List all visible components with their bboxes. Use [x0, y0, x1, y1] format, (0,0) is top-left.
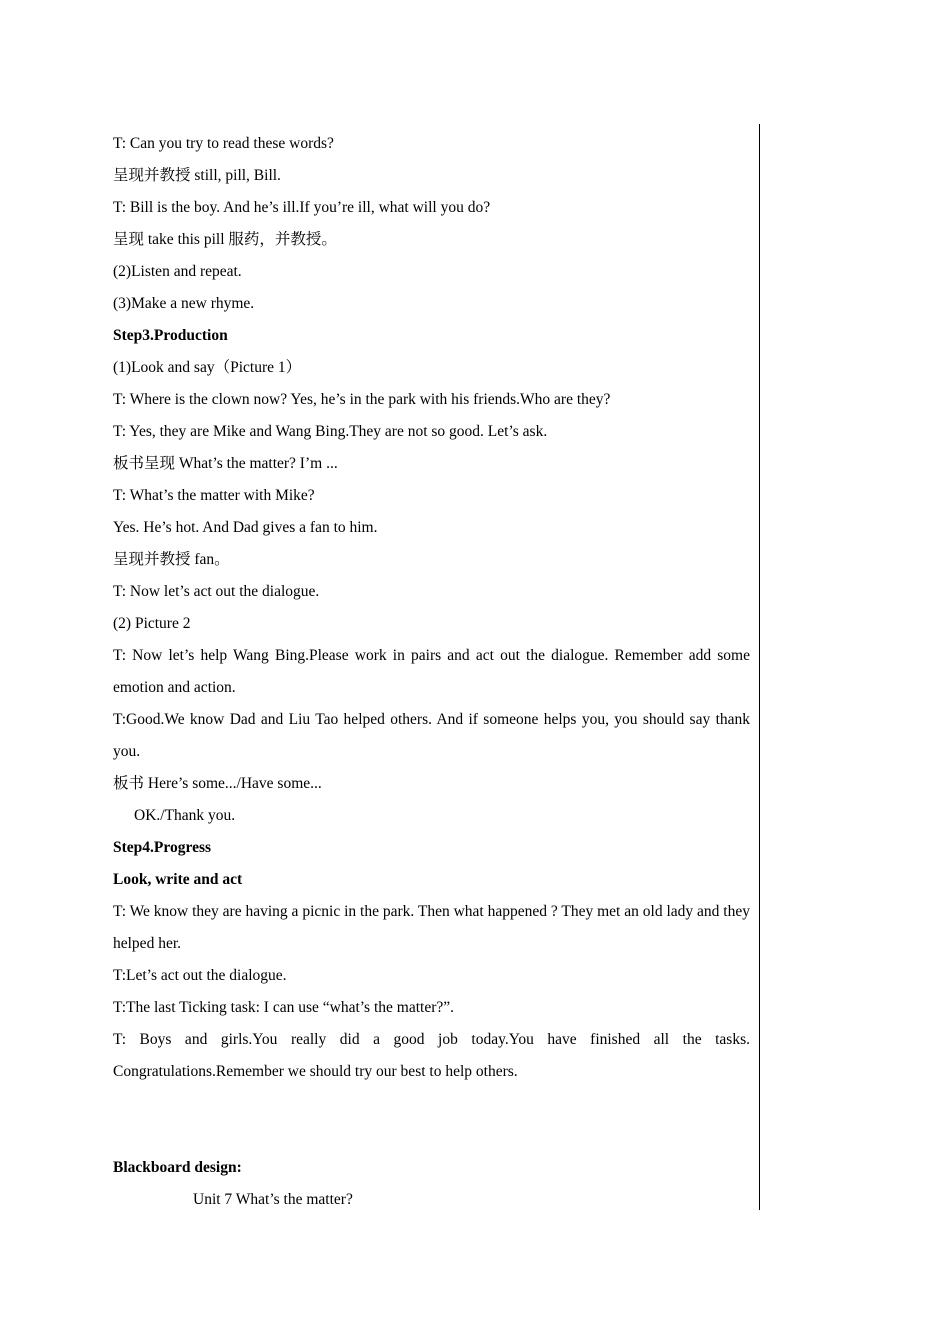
text-line: T: What’s the matter with Mike? — [113, 487, 315, 504]
section-heading-step4: Step4.Progress — [113, 839, 212, 856]
text-line: T: Bill is the boy. And he’s ill.If you’re ill, what will you do? — [113, 199, 491, 216]
text-paragraph: T: Boys and girls.You really did a good job today.You have finished all the tasks. Congratulations.Remember we should try our best to help others. — [113, 1031, 750, 1080]
text-line: OK./Thank you. — [134, 807, 236, 824]
text-paragraph: T:Good.We know Dad and Liu Tao helped others. And if someone helps you, you should say thank you. — [113, 711, 750, 760]
table-border-right — [759, 124, 760, 1210]
text-line: 呈现并教授 fan。 — [113, 551, 230, 568]
text-line: (2) Picture 2 — [113, 615, 191, 632]
text-line: 呈现并教授 still, pill, Bill. — [113, 167, 281, 184]
text-line: 板书呈现 What’s the matter? I’m ... — [113, 455, 338, 472]
text-line: T:Let’s act out the dialogue. — [113, 967, 287, 984]
text-line: 板书 Here’s some.../Have some... — [113, 775, 322, 792]
subheading-look-write-act: Look, write and act — [113, 871, 243, 888]
text-line: T:The last Ticking task: I can use “what’s the matter?”. — [113, 999, 454, 1016]
text-paragraph: T: Now let’s help Wang Bing.Please work in pairs and act out the dialogue. Remember add some emotion and action. — [113, 647, 750, 696]
spacer — [113, 1088, 750, 1152]
text-line: T: Yes, they are Mike and Wang Bing.They are not so good. Let’s ask. — [113, 423, 548, 440]
text-paragraph: T: We know they are having a picnic in the park. Then what happened ? They met an old lady and they helped her. — [113, 903, 750, 952]
text-line: (3)Make a new rhyme. — [113, 295, 255, 312]
text-line: T: Now let’s act out the dialogue. — [113, 583, 320, 600]
text-line: 呈现 take this pill 服药，并教授。 — [113, 231, 337, 248]
section-heading-step3: Step3.Production — [113, 327, 228, 344]
section-heading-blackboard: Blackboard design: — [113, 1159, 242, 1176]
text-line: T: Where is the clown now? Yes, he’s in the park with his friends.Who are they? — [113, 391, 611, 408]
text-line: Yes. He’s hot. And Dad gives a fan to him. — [113, 519, 378, 536]
blackboard-title: Unit 7 What’s the matter? — [193, 1191, 353, 1208]
text-line: (2)Listen and repeat. — [113, 263, 242, 280]
text-line: (1)Look and say（Picture 1） — [113, 359, 302, 376]
lesson-content — [113, 128, 750, 1216]
text-line: T: Can you try to read these words? — [113, 135, 334, 152]
